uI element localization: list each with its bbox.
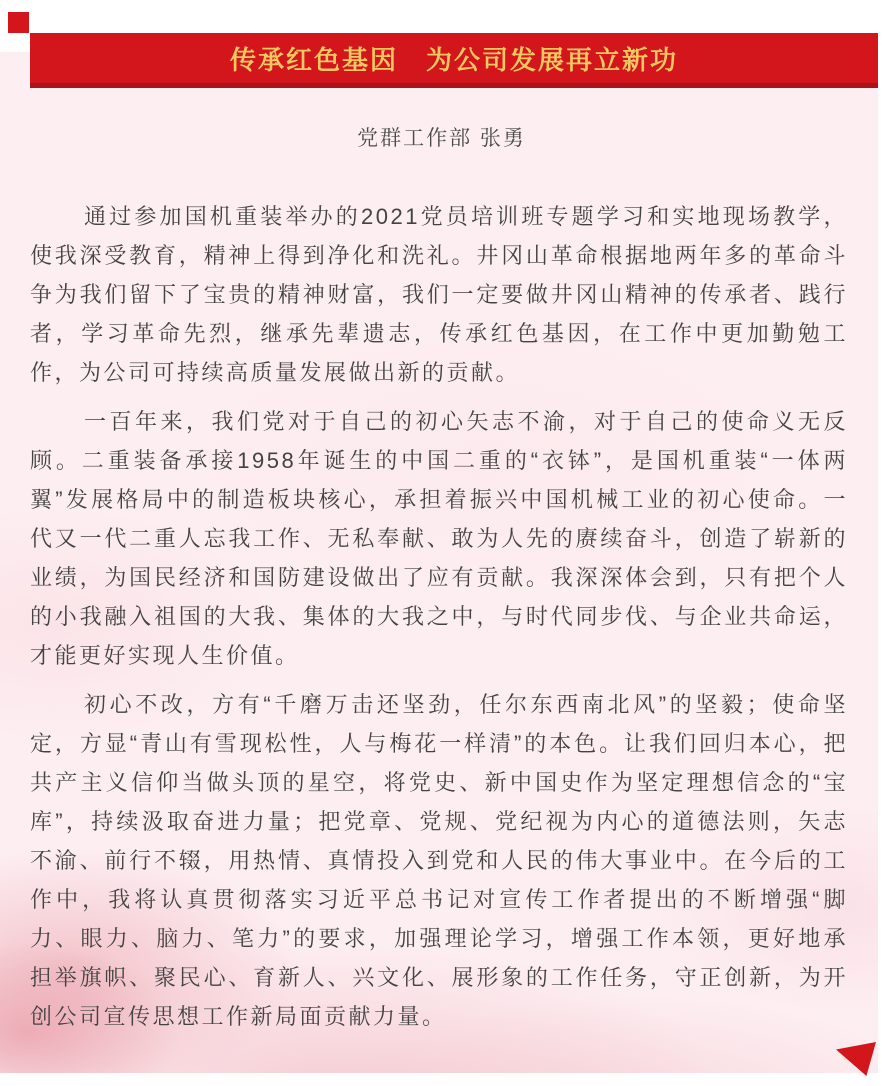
paragraph-3: 初心不改，方有“千磨万击还坚劲，任尔东西南北风”的坚毅；使命坚定，方显“青山有雪现松性，人与梅花一样清”的本色。让我们回归本心，把共产主义信仰当做头顶的星空，将党史、新中国史作为坚定理想信念的“宝库”，持续汲取奋进力量；把党章、党规、党纪视为内心的道德法则，矢志不渝、前行不辍，用热情、真情投入到党和人民的伟大事业中。在今后的工作中，我将认真贯彻落实习近平总书记对宣传工作者提出的不断增强“脚力、眼力、脑力、笔力”的要求，加强理论学习，增强工作本领，更好地承担举旗帜、聚民心、育新人、兴文化、展形象的工作任务，守正创新，为开创公司宣传思想工作新局面贡献力量。 <box>30 692 848 1029</box>
paragraph-1: 通过参加国机重装举办的2021党员培训班专题学习和实地现场教学，使我深受教育，精神上得到净化和洗礼。井冈山革命根据地两年多的革命斗争为我们留下了宝贵的精神财富，我们一定要做井冈山精神的传承者、践行者，学习革命先烈，继承先辈遗志，传承红色基因，在工作中更加勤勉工作，为公司可持续高质量发展做出新的贡献。 <box>30 204 848 385</box>
paragraph-2: 一百年来，我们党对于自己的初心矢志不渝，对于自己的使命义无反顾。二重装备承接1958年诞生的中国二重的“衣钵”，是国机重装“一体两翼”发展格局中的制造板块核心，承担着振兴中国机械工业的初心使命。一代又一代二重人忘我工作、无私奉献、敢为人先的赓续奋斗，创造了崭新的业绩，为国民经济和国防建设做出了应有贡献。我深深体会到，只有把个人的小我融入祖国的大我、集体的大我之中，与时代同步伐、与企业共命运，才能更好实现人生价值。 <box>30 409 848 668</box>
title-banner <box>30 33 878 88</box>
top-left-corner-accent <box>8 12 29 33</box>
article-body <box>30 197 848 1046</box>
byline: 党群工作部 张勇 <box>357 127 526 150</box>
page-title: 传承红色基因 为公司发展再立新功 <box>229 44 678 75</box>
